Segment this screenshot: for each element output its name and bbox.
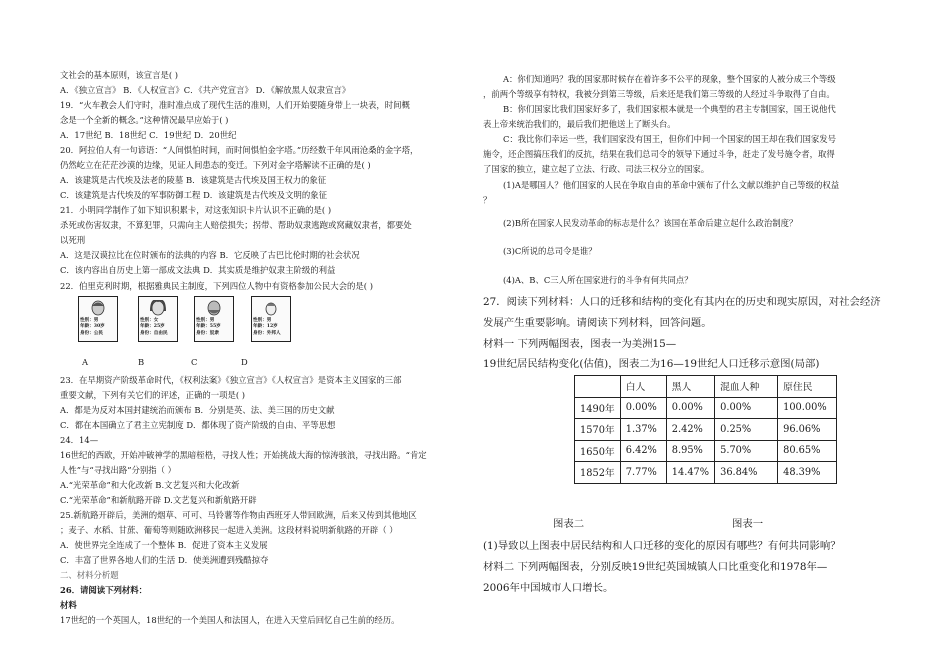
q26-speaker-a-1: A：你们知道吗？我的国家那时候存在着许多不公平的现象，整个国家的人被分成三个等级: [503, 74, 836, 84]
card-d-gender: 性别：男: [253, 318, 272, 323]
card-c-gender: 性别：男: [196, 318, 215, 323]
value-cell: 0.00%: [715, 397, 778, 419]
chart-two-caption: 图表二: [553, 518, 585, 530]
person-card-c: [194, 296, 234, 342]
value-cell: 0.00%: [666, 397, 714, 419]
value-cell: 2.42%: [666, 419, 714, 441]
value-cell: 0.00%: [620, 397, 666, 419]
card-d-age: 年龄：12岁: [253, 324, 278, 330]
year-cell: 1570年: [575, 419, 621, 441]
q26-sub3: (3)C所说的总司令是谁？: [503, 246, 597, 256]
option-label-d: D: [241, 357, 248, 367]
year-cell: 1852年: [575, 462, 621, 484]
header-mixed: 混血人种: [715, 376, 778, 398]
q19-line1: 19．“火车教会人们守时，准时准点成了现代生活的准则，人们开始要随身带上一块表，时间概: [60, 100, 410, 110]
value-cell: 7.77%: [620, 462, 666, 484]
table-row: [575, 397, 837, 419]
option-label-b: B: [138, 357, 145, 367]
q24-options-ab: A.“光荣革命”和大化改新 B.文艺复兴和大化改新: [60, 480, 240, 490]
q21-options-cd: C．该内容出自历史上第一部成文法典 D．其实质是维护奴隶主阶级的利益: [60, 265, 336, 275]
person-card-b: [138, 296, 178, 342]
q20-line1: 20．阿拉伯人有一句谚语：“人间惧怕时间，而时间惧怕金字塔。”历经数千年风雨沧桑的金字塔，: [60, 145, 419, 155]
q24-options-cd: C.“光荣革命”和新航路开辟 D.文艺复兴和新航路开辟: [60, 495, 257, 505]
q20-options-cd: C．该建筑是古代埃及的军事防御工程 D．该建筑是古代埃及文明的象征: [60, 190, 328, 200]
table-row: [575, 440, 837, 462]
q21-options-ab: A．这是汉谟拉比在位时颁布的法典的内容 B．它反映了古巴比伦时期的社会状况: [60, 250, 360, 260]
q26-speaker-c-3: 了国家的独立，建立起了立法、行政、司法三权分立的国家。: [483, 164, 710, 174]
q26-sub1: (1)A是哪国人？他们国家的人民在争取自由的革命中颁布了什么文献以维护自己等级的权益: [503, 180, 840, 190]
card-a-gender: 性别：男: [80, 318, 99, 323]
chart-one-caption: 图表一: [732, 518, 764, 530]
card-b-gender: 性别：女: [140, 318, 159, 323]
q21-card-text-1: 杀死或伤害奴隶，不算犯罪，只需向主人赔偿损失；拐带、帮助奴隶逃跑或窝藏奴隶者，都要处: [60, 220, 412, 230]
population-table: [574, 375, 837, 484]
material-text: 17世纪的一个英国人，18世纪的一个美国人和法国人，在进入天堂后回忆自己生前的经历。: [60, 615, 400, 625]
q19-line2: 念是一个全新的概念。”这种情况最早应始于( ): [60, 115, 229, 125]
table-header-row: [575, 376, 837, 398]
q22-stem: 22．伯里克利时期，根据雅典民主制度，下列四位人物中有资格参加公民大会的是( ): [60, 281, 373, 291]
q25-options-cd: C．丰富了世界各地人们的生活 D．使美洲遭到残酷掠夺: [60, 555, 269, 565]
card-d-status: 身份：外邦人: [253, 330, 281, 336]
q19-options: A．17世纪 B．18世纪 C．19世纪 D．20世纪: [60, 130, 237, 140]
q26-title: 26．请阅读下列材料：: [60, 585, 148, 595]
material2-line2: 2006年中国城市人口增长。: [483, 582, 614, 594]
table-corner-cell: [575, 376, 621, 398]
q25-options-ab: A．使世界完全连成了一个整体 B．促进了资本主义发展: [60, 540, 268, 550]
q26-speaker-c-2: 施令，还企图搞压我们的反抗，结果在我们总司令的领导下通过斗争，赶走了发号施令者，取得: [483, 149, 835, 159]
q24-line2: 人性”与“寻找出路”分别指（ ）: [60, 465, 177, 475]
q27-sub1: (1)导致以上图表中居民结构和人口迁移的变化的原因有哪些？有何共同影响？: [483, 540, 841, 552]
q24-number: 24．14—: [60, 435, 99, 445]
q23-options-ab: A．都是为反对本国封建统治而颁布 B．分别是英、法、美三国的历史文献: [60, 405, 335, 415]
q27-line1: 27．阅读下列材料：人口的迁移和结构的变化有其内在的历史和现实原因，对社会经济: [483, 296, 881, 308]
table-row: [575, 419, 837, 441]
option-label-a: A: [82, 357, 89, 367]
q18-tail: 文社会的基本原则，该宣言是( ): [60, 70, 179, 80]
value-cell: 14.47%: [666, 462, 714, 484]
portrait-icon: [141, 300, 175, 317]
value-cell: 80.65%: [778, 440, 837, 462]
portrait-icon: [254, 300, 288, 317]
q26-speaker-b-1: B：你们国家比我们国家好多了，我们国家根本就是一个典型的君主专制国家，国王说他代: [503, 104, 836, 114]
q23-options-cd: C．都在本国确立了君主立宪制度 D．都体现了资产阶级的自由、平等思想: [60, 420, 336, 430]
q26-sub4: (4)A、B、C三人所在国家进行的斗争有何共同点？: [503, 275, 693, 285]
q26-speaker-c-1: C：我比你们幸运一些，我们国家没有国王，但你们中间一个国家的国王却在我们国家发号: [503, 134, 837, 144]
card-c-status: 身份：奴隶: [196, 330, 219, 336]
q21-line1: 21．小明同学制作了如下知识积累卡，对这张知识卡片认识不正确的是( ): [60, 205, 332, 215]
value-cell: 5.70%: [715, 440, 778, 462]
q20-line2: 仍然屹立在茫茫沙漠的边缘，见证人间患态的变迁。下列对金字塔解读不正确的是( ): [60, 160, 371, 170]
value-cell: 6.42%: [620, 440, 666, 462]
portrait-icon: [81, 300, 115, 317]
q21-card-text-2: 以死刑: [60, 235, 86, 245]
material-label: 材料: [60, 600, 77, 610]
value-cell: 1.37%: [620, 419, 666, 441]
portrait-icon: [197, 300, 231, 317]
table-row: [575, 462, 837, 484]
value-cell: 48.39%: [778, 462, 837, 484]
value-cell: 36.84%: [715, 462, 778, 484]
card-b-status: 身份：自由民: [140, 330, 168, 336]
q18-options: A．《独立宣言》 B．《人权宣言》C．《共产党宣言》 D．《解放黑人奴隶宣言》: [60, 85, 351, 95]
q25-line1: 25.新航路开辟后，美洲的烟草、可可、马铃薯等作物由西班牙人带回欧洲，后来又传到其他地区: [60, 510, 417, 520]
q26-speaker-b-2: 表上帝来统治我们的，最后我们把他送上了断头台。: [483, 119, 676, 129]
material1-line1: 材料一 下列两幅图表，图表一为美洲15—: [483, 338, 677, 350]
option-label-c: C: [191, 357, 198, 367]
q23-line1: 23．在早期资产阶级革命时代，《权利法案》《独立宣言》《人权宣言》是资本主义国家的三部: [60, 375, 402, 385]
person-card-a: [78, 296, 118, 342]
value-cell: 100.00%: [778, 397, 837, 419]
q24-line1: 16世纪的西欧，开始冲破神学的黑暗桎梏，寻找人性；开始挑战大海的惊涛骇浪，寻找出路。“肯定: [60, 450, 427, 460]
section-heading: 二、材料分析题: [60, 570, 119, 580]
q25-line2: ；麦子、水稻、甘蔗、葡萄等则随欧洲移民一起进入美洲。这段材料说明新航路的开辟（ ）: [60, 525, 398, 535]
person-card-d: [251, 296, 291, 342]
material1-line2: 19世纪居民结构变化(估值)，图表二为16—19世纪人口迁移示意图(局部): [483, 358, 820, 370]
value-cell: 96.06%: [778, 419, 837, 441]
q27-line2: 发展产生重要影响。请阅读下列材料，回答问题。: [483, 317, 712, 329]
q23-line2: 重要文献，下列有关它们的评述，正确的一项是( ): [60, 390, 246, 400]
q20-options-ab: A．该建筑是古代埃及法老的陵墓 B．该建筑是古代埃及国王权力的象征: [60, 175, 327, 185]
year-cell: 1650年: [575, 440, 621, 462]
q26-sub1-tail: ？: [483, 195, 492, 205]
card-b-age: 年龄：25岁: [140, 324, 165, 330]
q26-sub2: (2)B所在国家人民发动革命的标志是什么？该国在革命后建立起什么政治制度？: [503, 218, 798, 228]
year-cell: 1490年: [575, 397, 621, 419]
q26-speaker-a-2: ，前两个等级享有特权，我被分到第三等级，后来还是我们第三等级的人经过斗争取得了自由。: [483, 89, 835, 99]
header-white: 白人: [620, 376, 666, 398]
header-native: 原住民: [778, 376, 837, 398]
card-a-age: 年龄：30岁: [80, 324, 105, 330]
header-black: 黑人: [666, 376, 714, 398]
value-cell: 8.95%: [666, 440, 714, 462]
value-cell: 0.25%: [715, 419, 778, 441]
material2-line1: 材料二 下列两幅图表，分别反映19世纪英国城镇人口比重变化和1978年—: [483, 561, 828, 573]
card-a-status: 身份：公民: [80, 330, 103, 336]
card-c-age: 年龄：55岁: [196, 324, 221, 330]
